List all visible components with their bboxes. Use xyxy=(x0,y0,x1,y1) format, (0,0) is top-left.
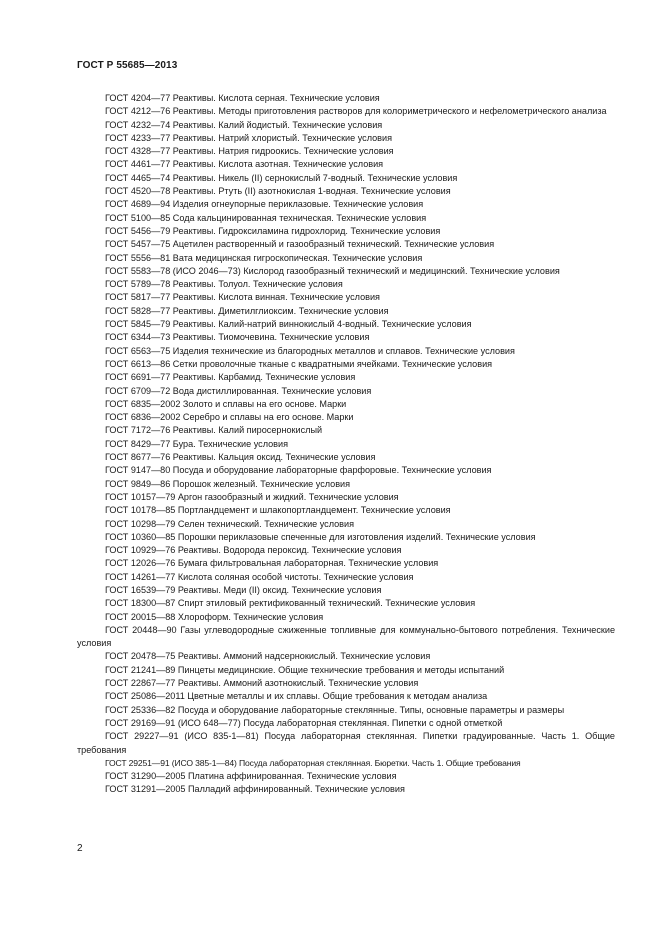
reference-item: ГОСТ 4233—77 Реактивы. Натрий хлористый. Технические условия xyxy=(105,132,393,143)
reference-item: ГОСТ 18300—87 Спирт этиловый ректификованный технический. Технические условия xyxy=(105,598,476,609)
reference-item: ГОСТ 10929—76 Реактивы. Водорода пероксид. Технические условия xyxy=(105,545,402,556)
reference-item: ГОСТ 4689—94 Изделия огнеупорные периклазовые. Технические условия xyxy=(105,199,424,210)
reference-item: ГОСТ 6835—2002 Золото и сплавы на его основе. Марки xyxy=(105,398,347,409)
reference-item: ГОСТ 4465—74 Реактивы. Никель (II) сернокислый 7-водный. Технические условия xyxy=(105,172,458,183)
reference-item: ГОСТ 6344—73 Реактивы. Тиомочевина. Технические условия xyxy=(105,332,370,343)
reference-item: ГОСТ 14261—77 Кислота соляная особой чистоты. Технические условия xyxy=(105,571,414,582)
reference-item: ГОСТ 5583—78 (ИСО 2046—73) Кислород газообразный технический и медицинский. Технические условия xyxy=(105,265,560,276)
reference-item: ГОСТ 5556—81 Вата медицинская гигроскопическая. Технические условия xyxy=(105,252,423,263)
document-header: ГОСТ Р 55685—2013 xyxy=(77,60,178,71)
reference-item: ГОСТ 5457—75 Ацетилен растворенный и газообразный технический. Технические условия xyxy=(105,239,495,250)
reference-item: ГОСТ 29251—91 (ИСО 385-1—84) Посуда лабораторная стеклянная. Бюретки. Часть 1. Общие требования xyxy=(105,757,521,768)
reference-item: ГОСТ 29227—91 (ИСО 835-1—81) Посуда лабораторная стеклянная. Пипетки градуированные. Часть 1. Общие требования xyxy=(77,731,615,755)
reference-item: ГОСТ 21241—89 Пинцеты медицинские. Общие технические требования и методы испытаний xyxy=(105,664,505,675)
reference-item: ГОСТ 20478—75 Реактивы. Аммоний надсернокислый. Технические условия xyxy=(105,651,431,662)
reference-item: ГОСТ 5456—79 Реактивы. Гидроксиламина гидрохлорид. Технические условия xyxy=(105,225,441,236)
reference-item: ГОСТ 10360—85 Порошки периклазовые спеченные для изготовления изделий. Технические условия xyxy=(105,531,536,542)
reference-item: ГОСТ 5789—78 Реактивы. Толуол. Технические условия xyxy=(105,279,343,290)
reference-item: ГОСТ 5817—77 Реактивы. Кислота винная. Технические условия xyxy=(105,292,380,303)
reference-item: ГОСТ 16539—79 Реактивы. Меди (II) оксид. Технические условия xyxy=(105,584,382,595)
reference-item: ГОСТ 5100—85 Сода кальцинированная техническая. Технические условия xyxy=(105,212,427,223)
reference-item: ГОСТ 20015—88 Хлороформ. Технические условия xyxy=(105,611,324,622)
reference-item: ГОСТ 4212—76 Реактивы. Методы приготовления растворов для колориметрического и нефелометрического анализа xyxy=(105,106,607,117)
reference-item: ГОСТ 5845—79 Реактивы. Калий-натрий виннокислый 4-водный. Технические условия xyxy=(105,319,472,330)
reference-item: ГОСТ 25336—82 Посуда и оборудование лабораторные стеклянные. Типы, основные параметры и размеры xyxy=(105,704,565,715)
reference-item: ГОСТ 22867—77 Реактивы. Аммоний азотнокислый. Технические условия xyxy=(105,678,419,689)
reference-item: ГОСТ 8429—77 Бура. Технические условия xyxy=(105,438,289,449)
reference-item: ГОСТ 5828—77 Реактивы. Диметилглиоксим. Технические условия xyxy=(105,305,389,316)
reference-item: ГОСТ 4461—77 Реактивы. Кислота азотная. Технические условия xyxy=(105,159,384,170)
reference-item: ГОСТ 6836—2002 Серебро и сплавы на его основе. Марки xyxy=(105,412,354,423)
reference-item: ГОСТ 6691—77 Реактивы. Карбамид. Технические условия xyxy=(105,372,356,383)
reference-item: ГОСТ 6613—86 Сетки проволочные тканые с квадратными ячейками. Технические условия xyxy=(105,358,493,369)
reference-item: ГОСТ 4328—77 Реактивы. Натрия гидроокись. Технические условия xyxy=(105,146,394,157)
reference-item: ГОСТ 9849—86 Порошок железный. Технические условия xyxy=(105,478,351,489)
reference-item: ГОСТ 12026—76 Бумага фильтровальная лабораторная. Технические условия xyxy=(105,558,439,569)
reference-item: ГОСТ 7172—76 Реактивы. Калий пиросернокислый xyxy=(105,425,323,436)
normative-references-list xyxy=(77,92,615,797)
reference-item: ГОСТ 31290—2005 Платина аффинированная. Технические условия xyxy=(105,771,397,782)
reference-item: ГОСТ 29169—91 (ИСО 648—77) Посуда лабораторная стеклянная. Пипетки с одной отметкой xyxy=(105,717,503,728)
reference-item: ГОСТ 10178—85 Портландцемент и шлакопортландцемент. Технические условия xyxy=(105,505,451,516)
page-number: 2 xyxy=(77,843,83,854)
reference-item: ГОСТ 20448—90 Газы углеводородные сжиженные топливные для коммунально-бытового потребления. Технические условия xyxy=(77,624,615,649)
reference-item: ГОСТ 4232—74 Реактивы. Калий йодистый. Технические условия xyxy=(105,119,383,130)
reference-item: ГОСТ 4204—77 Реактивы. Кислота серная. Технические условия xyxy=(105,93,380,103)
reference-item: ГОСТ 9147—80 Посуда и оборудование лабораторные фарфоровые. Технические условия xyxy=(105,465,492,476)
reference-item: ГОСТ 6709—72 Вода дистиллированная. Технические условия xyxy=(105,385,372,396)
reference-item: ГОСТ 8677—76 Реактивы. Кальция оксид. Технические условия xyxy=(105,452,376,463)
reference-item: ГОСТ 6563—75 Изделия технические из благородных металлов и сплавов. Технические условия xyxy=(105,345,515,356)
reference-item: ГОСТ 31291—2005 Палладий аффинированный. Технические условия xyxy=(105,784,405,795)
reference-item: ГОСТ 10298—79 Селен технический. Технические условия xyxy=(105,518,355,529)
reference-item: ГОСТ 25086—2011 Цветные металлы и их сплавы. Общие требования к методам анализа xyxy=(105,691,488,702)
reference-item: ГОСТ 4520—78 Реактивы. Ртуть (II) азотнокислая 1-водная. Технические условия xyxy=(105,186,451,197)
reference-item: ГОСТ 10157—79 Аргон газообразный и жидкий. Технические условия xyxy=(105,491,399,502)
